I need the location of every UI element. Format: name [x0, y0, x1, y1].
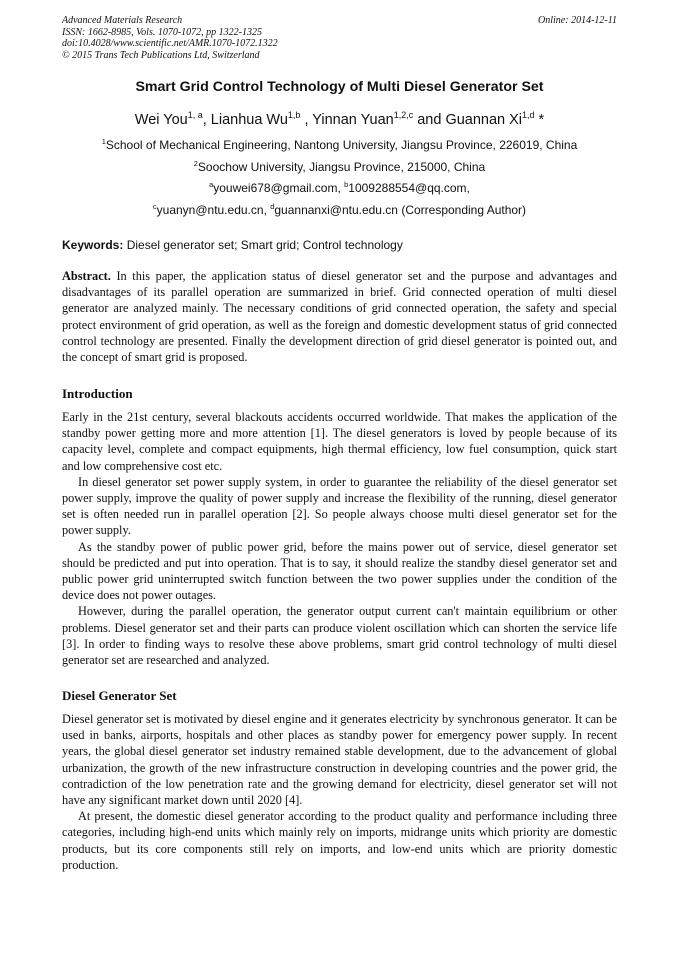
paragraph: Early in the 21st century, several blackouts accidents occurred worldwide. That makes the application of the standby power getting more and more attention [1]. The diesel generators is loved by people because of its capacity level, complete and compact equipments, high thermal efficiency, low fuel consumption, quick start and low comprehensive cost etc.	[62, 410, 617, 473]
email-a: youwei678@gmail.com,	[213, 181, 345, 195]
affiliation-2	[62, 160, 617, 174]
email-b: 1009288554@qq.com,	[348, 181, 470, 195]
author-separator: ,	[300, 112, 313, 128]
affiliation-1	[62, 138, 617, 152]
paragraph: In diesel generator set power supply system, in order to guarantee the reliability of the diesel generator set power supply, improve the quality of power supply and increase the flexibility of the running, diesel generator set is often needed run in parallel operation [2]. So people always choose multi diesel generator set for the power supply.	[62, 474, 617, 538]
abstract-label: Abstract.	[62, 269, 111, 283]
doi-line: doi:10.4028/www.scientific.net/AMR.1070-1072.1322	[62, 38, 278, 49]
author-name: Guannan Xi	[445, 112, 523, 128]
email-sup: b	[344, 180, 349, 189]
paragraph: At present, the domestic diesel generator according to the product quality and performance including three categories, including high-end units which mainly rely on imports, midrange units which priority are domestic products, but its core components still rely on imports, and low-end units which are priority domestic production.	[62, 809, 617, 872]
author-separator: *	[534, 112, 545, 128]
paragraph: As the standby power of public power grid, before the mains power out of service, diesel generator set should be predicted and put into operation. That is to say, it should realize the standby diesel generator set and public power grid uninterrupted switch function between the two power supplies under the condition of the device does not power outages.	[62, 539, 617, 603]
affiliation-sup: 2	[193, 159, 198, 168]
affiliation-text: Soochow University, Jiangsu Province, 215000, China	[197, 160, 486, 174]
email-sup: c	[152, 202, 157, 211]
section-heading-diesel-generator-set: Diesel Generator Set	[62, 688, 177, 703]
author-sup: 1, a	[187, 110, 203, 121]
affiliation-text: School of Mechanical Engineering, Nantong University, Jiangsu Province, 226019, China	[105, 138, 578, 152]
email-d: guannanxi@ntu.edu.cn (Corresponding Author)	[274, 203, 527, 217]
author-name: Wei You	[134, 112, 188, 128]
author-name: Yinnan Yuan	[312, 112, 394, 128]
keywords-text: Diesel generator set; Smart grid; Control technology	[123, 238, 403, 252]
email-sup: d	[270, 202, 275, 211]
journal-header	[62, 15, 617, 61]
section-heading-introduction: Introduction	[62, 386, 133, 401]
email-line-2	[62, 203, 617, 217]
email-c: yuanyn@ntu.edu.cn,	[156, 203, 271, 217]
paper-title: Smart Grid Control Technology of Multi Diesel Generator Set	[135, 79, 544, 95]
keywords-label: Keywords:	[62, 238, 124, 252]
paragraph: However, during the parallel operation, the generator output current can't maintain equilibrium or other problems. Diesel generator set and their parts can produce violent oscillation which can shorten the service life [3]. In order to finding ways to resolve these above problems, smart grid control technology of multi diesel generator set are researched and analyzed.	[62, 604, 617, 668]
introduction-body	[62, 409, 617, 668]
author-sup: 1,d	[522, 110, 535, 121]
author-name: Lianhua Wu	[210, 112, 288, 128]
author-sup: 1,b	[287, 110, 301, 121]
email-line-1	[62, 181, 617, 195]
author-sup: 1,2,c	[393, 110, 414, 121]
copyright-line: © 2015 Trans Tech Publications Ltd, Switzerland	[62, 49, 260, 61]
online-date: Online: 2014-12-11	[538, 15, 617, 26]
author-separator: ,	[202, 112, 211, 128]
author-list	[62, 112, 617, 128]
affiliation-sup: 1	[101, 137, 106, 146]
diesel-section-body	[62, 711, 617, 873]
keywords	[62, 238, 617, 252]
abstract	[62, 268, 617, 365]
paragraph: Diesel generator set is motivated by diesel engine and it generates electricity by synchronous generator. It can be used in banks, airports, hospitals and other places as standby power for emergency power supply. In recent years, the global diesel generator set industry remained stable development, due to the advancement of global urbanization, the growth of the new infrastructure construction in developing countries and the power grid, the contradiction of the low penetration rate and the growing demand for electricity, diesel generator set will not have any significant market down until 2020 [4].	[62, 712, 617, 808]
issn-line: ISSN: 1662-8985, Vols. 1070-1072, pp 1322-1325	[62, 26, 262, 38]
abstract-text: In this paper, the application status of diesel generator set and the purpose and advantages and disadvantages of its parallel operation are summarized in brief. Grid connected operation of multi diesel generator are analyzed mainly. The necessary conditions of grid connected operation, the safety and special protect environment of grid operation, as well as the foreign and domestic development status of grid connected control technology are presented. Finally the development direction of grid diesel generator is pointed out, and the concept of smart grid is proposed.	[62, 269, 617, 365]
journal-name: Advanced Materials Research	[62, 15, 183, 26]
email-sup: a	[209, 180, 214, 189]
author-separator: and	[413, 112, 446, 128]
